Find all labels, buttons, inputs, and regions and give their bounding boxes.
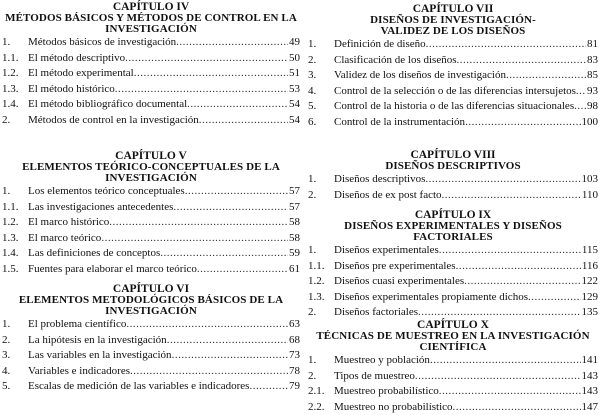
toc-entry-list	[2, 317, 300, 395]
toc-entry[interactable]	[2, 51, 300, 67]
chapter-title-line: DISEÑOS EXPERIMENTALES Y DISEÑOS FACTORIALES	[308, 221, 598, 243]
entry-page-number: 141	[581, 353, 599, 369]
entry-title: Tipos de muestreo	[334, 369, 415, 385]
entry-number: 1.5.	[2, 262, 28, 278]
entry-number: 2.1.	[308, 384, 334, 400]
toc-entry[interactable]	[2, 82, 300, 98]
dot-leader	[173, 200, 288, 216]
dot-leader	[425, 172, 580, 188]
dot-leader	[187, 97, 288, 113]
entry-title: Validez de los diseños de investigación	[334, 68, 506, 84]
entry-number: 1.2.	[2, 66, 28, 82]
entry-title: Escalas de medición de las variables e indicadores	[28, 379, 249, 395]
entry-title: Diseños cuasi experimentales	[334, 274, 464, 290]
toc-entry[interactable]	[308, 290, 598, 306]
entry-number: 2.	[308, 53, 334, 69]
entry-title: Los elementos teórico conceptuales	[28, 184, 185, 200]
toc-entry[interactable]	[308, 384, 598, 400]
dot-leader	[456, 259, 581, 275]
toc-entry[interactable]	[308, 353, 598, 369]
chapter-heading: CAPÍTULO VIII	[308, 150, 598, 161]
entry-title: Métodos de control en la investigación	[28, 113, 199, 129]
entry-number: 1.	[2, 317, 28, 333]
entry-title: Fuentes para elaborar el marco teórico	[28, 262, 197, 278]
entry-title: Métodos básicos de investigación	[28, 35, 176, 51]
dot-leader	[130, 364, 288, 380]
entry-number: 2.	[308, 369, 334, 385]
dot-leader	[453, 400, 581, 415]
dot-leader	[442, 188, 581, 204]
toc-entry[interactable]	[308, 172, 598, 188]
entry-number: 1.	[2, 184, 28, 200]
entry-title: El método histórico	[28, 82, 115, 98]
entry-number: 4.	[2, 364, 28, 380]
dot-leader	[249, 379, 288, 395]
entry-page-number: 49	[288, 35, 300, 51]
entry-number: 2.2.	[308, 400, 334, 415]
entry-page-number: 61	[288, 262, 300, 278]
dot-leader	[167, 333, 288, 349]
toc-entry-list	[308, 353, 598, 415]
entry-title: El marco teórico	[28, 231, 101, 247]
chapter-section	[2, 2, 300, 128]
entry-number: 1.	[308, 37, 334, 53]
chapter-section	[308, 4, 598, 130]
toc-entry-list	[2, 184, 300, 277]
entry-number: 1.2.	[308, 274, 334, 290]
chapter-section	[308, 320, 598, 415]
toc-entry[interactable]	[2, 246, 300, 262]
dot-leader	[574, 99, 586, 115]
entry-page-number: 79	[288, 379, 300, 395]
dot-leader	[109, 215, 288, 231]
toc-entry[interactable]	[2, 231, 300, 247]
dot-leader	[134, 66, 288, 82]
entry-title: Diseños experimentales propiamente dichos	[334, 290, 528, 306]
dot-leader	[457, 53, 586, 69]
chapter-title-line: MÉTODOS BÁSICOS Y MÉTODOS DE CONTROL EN LA	[2, 13, 300, 24]
dot-leader	[126, 317, 288, 333]
entry-title: Las definiciones de conceptos	[28, 246, 160, 262]
entry-number: 5.	[2, 379, 28, 395]
toc-entry[interactable]	[2, 333, 300, 349]
entry-title: Diseños descriptivos	[334, 172, 425, 188]
entry-page-number: 53	[288, 82, 300, 98]
entry-page-number: 58	[288, 215, 300, 231]
entry-title: Muestreo probabilístico	[334, 384, 439, 400]
entry-title: Diseños de ex post facto	[334, 188, 442, 204]
entry-number: 1.1.	[2, 51, 28, 67]
entry-title: El método descriptivo	[28, 51, 125, 67]
entry-page-number: 57	[288, 200, 300, 216]
toc-entry[interactable]	[308, 53, 598, 69]
entry-page-number: 147	[581, 400, 599, 415]
toc-entry[interactable]	[2, 262, 300, 278]
entry-page-number: 51	[288, 66, 300, 82]
entry-title: Las variables en la investigación	[28, 348, 172, 364]
toc-entry[interactable]	[308, 188, 598, 204]
entry-title: El método bibliográfico documental	[28, 97, 187, 113]
dot-leader	[415, 369, 581, 385]
toc-entry[interactable]	[308, 84, 598, 100]
toc-entry[interactable]	[308, 115, 598, 131]
toc-entry[interactable]	[2, 35, 300, 51]
dot-leader	[576, 84, 586, 100]
dot-leader	[430, 353, 581, 369]
entry-page-number: 83	[586, 53, 598, 69]
entry-number: 1.1.	[2, 200, 28, 216]
entry-title: Variables e indicadores	[28, 364, 130, 380]
entry-page-number: 143	[581, 384, 599, 400]
chapter-title-line: TÉCNICAS DE MUESTREO EN LA INVESTIGACIÓN	[308, 331, 598, 342]
dot-leader	[172, 348, 288, 364]
dot-leader	[439, 384, 581, 400]
entry-page-number: 58	[288, 231, 300, 247]
entry-number: 1.3.	[308, 290, 334, 306]
dot-leader	[101, 231, 288, 247]
toc-entry[interactable]	[2, 364, 300, 380]
entry-page-number: 81	[586, 37, 598, 53]
dot-leader	[465, 115, 580, 131]
entry-title: La hipótesis en la investigación	[28, 333, 167, 349]
toc-entry-list	[308, 243, 598, 321]
entry-title: Control de la historia o de las diferencias situacionales	[334, 99, 574, 115]
entry-number: 1.4.	[2, 246, 28, 262]
chapter-title-line: CIENTÍFICA	[308, 342, 598, 353]
toc-entry[interactable]	[308, 243, 598, 259]
entry-title: Diseños experimentales	[334, 243, 439, 259]
chapter-section	[308, 150, 598, 203]
entry-number: 5.	[308, 99, 334, 115]
entry-page-number: 93	[586, 84, 598, 100]
entry-page-number: 116	[581, 259, 598, 275]
entry-title: Definición de diseño	[334, 37, 426, 53]
entry-number: 1.4.	[2, 97, 28, 113]
chapter-heading: CAPÍTULO X	[308, 320, 598, 331]
entry-page-number: 50	[288, 51, 300, 67]
entry-page-number: 110	[581, 188, 598, 204]
dot-leader	[528, 290, 581, 306]
entry-number: 3.	[2, 348, 28, 364]
entry-title: El método experimental	[28, 66, 134, 82]
entry-page-number: 59	[288, 246, 300, 262]
chapter-section	[2, 151, 300, 277]
toc-entry[interactable]	[2, 200, 300, 216]
toc-entry[interactable]	[2, 97, 300, 113]
toc-entry[interactable]	[308, 37, 598, 53]
entry-page-number: 54	[288, 97, 300, 113]
toc-entry[interactable]	[2, 113, 300, 129]
entry-number: 1.	[308, 172, 334, 188]
chapter-title-line: ELEMENTOS TEÓRICO-CONCEPTUALES DE LA	[2, 162, 300, 173]
entry-number: 2.	[2, 113, 28, 129]
dot-leader	[464, 274, 580, 290]
entry-title: Muestreo y población	[334, 353, 430, 369]
entry-page-number: 103	[581, 172, 599, 188]
dot-leader	[506, 68, 586, 84]
toc-entry[interactable]	[308, 369, 598, 385]
chapter-heading: CAPÍTULO IX	[308, 210, 598, 221]
chapter-title-line: VALIDEZ DE LOS DISEÑOS	[308, 26, 598, 37]
dot-leader	[439, 243, 581, 259]
entry-title: Control de la selección o de las diferencias intersujetos	[334, 84, 576, 100]
dot-leader	[199, 113, 288, 129]
entry-page-number: 122	[581, 274, 599, 290]
entry-number: 1.1.	[308, 259, 334, 275]
toc-entry[interactable]	[308, 259, 598, 275]
chapter-title-line: INVESTIGACIÓN	[2, 306, 300, 317]
entry-number: 2.	[308, 305, 334, 321]
entry-number: 1.	[2, 35, 28, 51]
dot-leader	[160, 246, 288, 262]
toc-entry[interactable]	[308, 274, 598, 290]
entry-number: 1.3.	[2, 231, 28, 247]
entry-page-number: 63	[288, 317, 300, 333]
entry-title: Diseños factoriales	[334, 305, 418, 321]
toc-entry[interactable]	[2, 215, 300, 231]
entry-title: Las investigaciones antecedentes	[28, 200, 173, 216]
chapter-heading: CAPÍTULO V	[2, 151, 300, 162]
chapter-heading: CAPÍTULO IV	[2, 2, 300, 13]
chapter-title-line: ELEMENTOS METODOLÓGICOS BÁSICOS DE LA	[2, 295, 300, 306]
entry-title: Control de la instrumentación	[334, 115, 465, 131]
entry-number: 1.	[308, 353, 334, 369]
entry-page-number: 68	[288, 333, 300, 349]
toc-entry[interactable]	[2, 66, 300, 82]
entry-title: Diseños pre experimentales	[334, 259, 456, 275]
entry-title: Clasificación de los diseños	[334, 53, 457, 69]
entry-page-number: 78	[288, 364, 300, 380]
entry-number: 4.	[308, 84, 334, 100]
toc-entry[interactable]	[2, 348, 300, 364]
entry-number: 2.	[308, 188, 334, 204]
toc-entry-list	[2, 35, 300, 128]
entry-number: 6.	[308, 115, 334, 131]
dot-leader	[197, 262, 288, 278]
entry-page-number: 73	[288, 348, 300, 364]
chapter-title-line: INVESTIGACIÓN	[2, 173, 300, 184]
toc-entry[interactable]	[308, 99, 598, 115]
toc-entry-list	[308, 37, 598, 130]
dot-leader	[185, 184, 288, 200]
dot-leader	[115, 82, 288, 98]
entry-page-number: 115	[581, 243, 598, 259]
entry-page-number: 54	[288, 113, 300, 129]
chapter-section	[308, 210, 598, 321]
entry-page-number: 57	[288, 184, 300, 200]
toc-entry[interactable]	[308, 68, 598, 84]
entry-title: El marco histórico	[28, 215, 109, 231]
entry-page-number: 85	[586, 68, 598, 84]
entry-number: 1.	[308, 243, 334, 259]
entry-number: 2.	[2, 333, 28, 349]
toc-entry[interactable]	[2, 317, 300, 333]
chapter-title-line: INVESTIGACIÓN	[2, 24, 300, 35]
chapter-heading: CAPÍTULO VI	[2, 284, 300, 295]
toc-entry[interactable]	[308, 400, 598, 415]
entry-page-number: 129	[581, 290, 599, 306]
chapter-section	[2, 284, 300, 395]
chapter-heading: CAPÍTULO VII	[308, 4, 598, 15]
chapter-title-line: DISEÑOS DE INVESTIGACIÓN-	[308, 15, 598, 26]
entry-page-number: 143	[581, 369, 599, 385]
entry-page-number: 100	[581, 115, 599, 131]
entry-number: 1.2.	[2, 215, 28, 231]
toc-entry-list	[308, 172, 598, 203]
toc-entry[interactable]	[2, 184, 300, 200]
dot-leader	[125, 51, 288, 67]
entry-page-number: 135	[581, 305, 599, 321]
entry-page-number: 98	[586, 99, 598, 115]
entry-number: 3.	[308, 68, 334, 84]
dot-leader	[176, 35, 288, 51]
entry-title: Muestreo no probabilístico	[334, 400, 453, 415]
dot-leader	[426, 37, 586, 53]
entry-number: 1.3.	[2, 82, 28, 98]
chapter-title-line: DISEÑOS DESCRIPTIVOS	[308, 161, 598, 172]
toc-entry[interactable]	[2, 379, 300, 395]
entry-title: El problema científico	[28, 317, 126, 333]
